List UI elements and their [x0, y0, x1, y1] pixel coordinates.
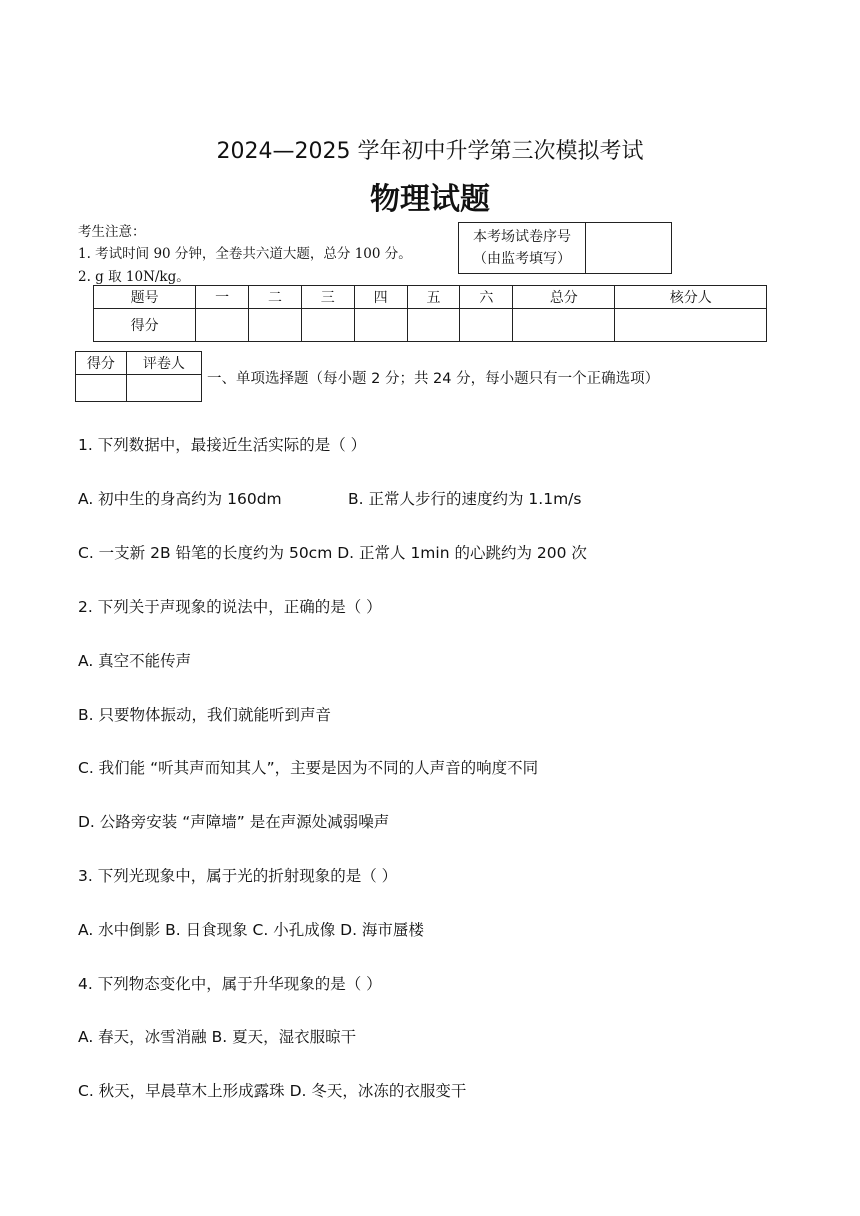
score-cell[interactable] — [615, 309, 767, 342]
score-header-cell: 二 — [249, 286, 302, 309]
seat-number-field[interactable] — [586, 223, 672, 274]
score-header-cell: 题号 — [94, 286, 196, 309]
subject-title: 物理试题 — [370, 182, 490, 217]
question-2-option-c: C. 我们能 “听其声而知其人”，主要是因为不同的人声音的响度不同 — [78, 759, 539, 777]
grader-table — [75, 351, 202, 402]
grader-score-header: 得分 — [76, 352, 127, 375]
question-2-option-b: B. 只要物体振动，我们就能听到声音 — [78, 706, 331, 724]
seat-number-label-line2: （由监考填写） — [473, 251, 571, 267]
score-header-cell: 一 — [196, 286, 249, 309]
question-4-stem: 4. 下列物态变化中，属于升华现象的是（ ） — [78, 975, 382, 993]
notice-title: 考生注意： — [78, 224, 146, 240]
grader-name-header: 评卷人 — [126, 352, 201, 375]
seat-number-box — [458, 222, 672, 274]
score-cell[interactable] — [196, 309, 249, 342]
question-3-stem: 3. 下列光现象中，属于光的折射现象的是（ ） — [78, 867, 398, 885]
notice-line-2: 2. g 取 10N/kg。 — [78, 269, 190, 285]
score-cell[interactable] — [301, 309, 354, 342]
score-table — [93, 285, 767, 342]
question-3-options: A. 水中倒影 B. 日食现象 C. 小孔成像 D. 海市蜃楼 — [78, 921, 424, 939]
score-header-cell: 总分 — [513, 286, 615, 309]
score-cell[interactable] — [249, 309, 302, 342]
score-cell[interactable] — [354, 309, 407, 342]
question-2-stem: 2. 下列关于声现象的说法中，正确的是（ ） — [78, 598, 382, 616]
question-2-option-a: A. 真空不能传声 — [78, 652, 192, 670]
seat-number-label — [459, 223, 586, 274]
exam-title: 2024—2025 学年初中升学第三次模拟考试 — [216, 139, 644, 164]
seat-number-label-line1: 本考场试卷序号 — [473, 229, 571, 245]
score-header-cell: 三 — [301, 286, 354, 309]
score-header-cell: 五 — [407, 286, 460, 309]
question-4-options-ab: A. 春天，冰雪消融 B. 夏天，湿衣服晾干 — [78, 1028, 357, 1046]
score-row-label: 得分 — [94, 309, 196, 342]
score-header-cell: 六 — [460, 286, 513, 309]
question-1-options-cd: C. 一支新 2B 铅笔的长度约为 50cm D. 正常人 1min 的心跳约为 200 次 — [78, 544, 587, 562]
grader-score-cell[interactable] — [76, 375, 127, 402]
score-header-cell: 核分人 — [615, 286, 767, 309]
question-2-option-d: D. 公路旁安装 “声障墙” 是在声源处减弱噪声 — [78, 813, 390, 831]
section-1-heading: 一、单项选择题（每小题 2 分；共 24 分，每小题只有一个正确选项） — [207, 371, 660, 387]
score-header-cell: 四 — [354, 286, 407, 309]
score-cell[interactable] — [513, 309, 615, 342]
score-cell[interactable] — [460, 309, 513, 342]
score-cell[interactable] — [407, 309, 460, 342]
grader-name-cell[interactable] — [126, 375, 201, 402]
notice-line-1: 1. 考试时间 90 分钟，全卷共六道大题，总分 100 分。 — [78, 246, 412, 262]
question-1-option-b: B. 正常人步行的速度约为 1.1m/s — [348, 490, 582, 508]
question-1-stem: 1. 下列数据中，最接近生活实际的是（ ） — [78, 436, 367, 454]
question-1-option-a: A. 初中生的身高约为 160dm — [78, 490, 282, 508]
question-4-options-cd: C. 秋天，早晨草木上形成露珠 D. 冬天，冰冻的衣服变干 — [78, 1082, 467, 1100]
